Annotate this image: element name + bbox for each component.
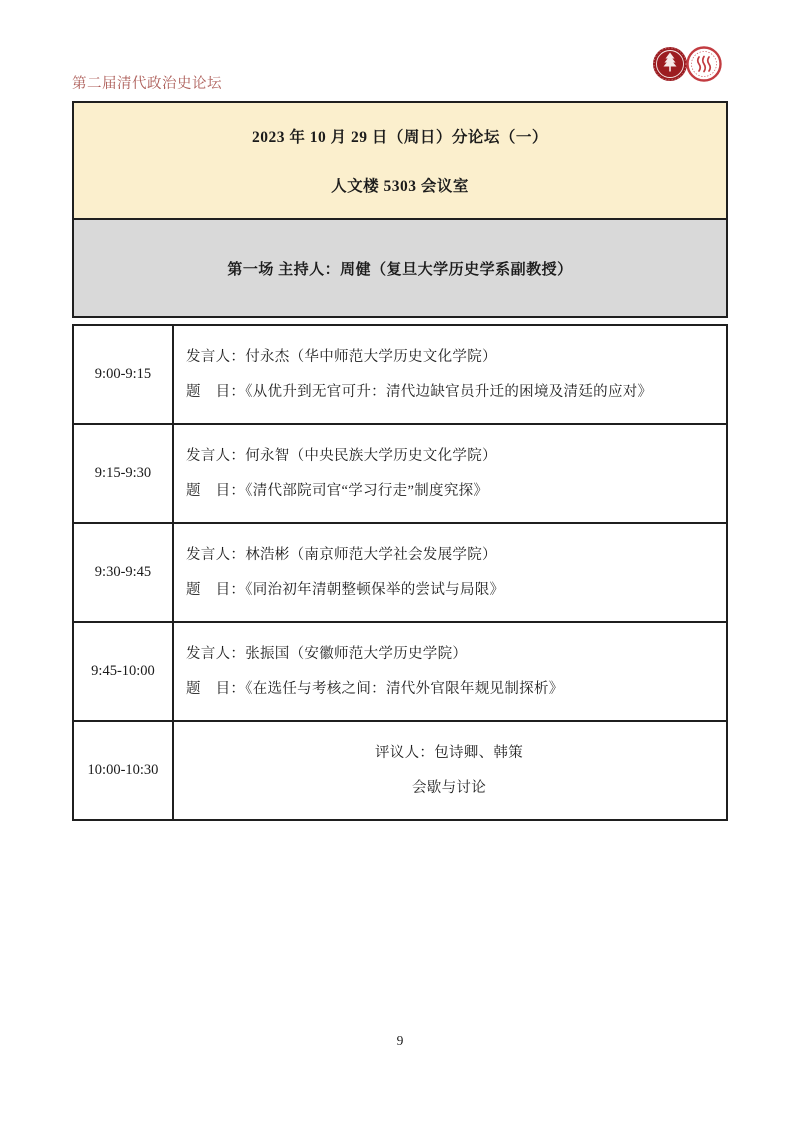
- talk-cell: [174, 425, 726, 522]
- schedule-row-closing: [74, 720, 726, 819]
- title-line: 题 目：《从优升到无官可升：清代边缺官员升迁的困境及清廷的应对》: [186, 384, 653, 400]
- time-cell: 9:15-9:30: [74, 425, 174, 522]
- talk-cell: [174, 326, 726, 423]
- logo-group: [652, 46, 722, 82]
- talk-cell: [174, 524, 726, 621]
- break-line: 会歇与讨论: [412, 780, 486, 796]
- doc-header-title: 第二届清代政治史论坛: [72, 76, 222, 92]
- schedule-row: [74, 621, 726, 720]
- speaker-line: 发言人：林浩彬（南京师范大学社会发展学院）: [186, 547, 497, 563]
- page-number: 9: [396, 1033, 404, 1048]
- schedule-table: [72, 324, 728, 821]
- time-cell: 9:45-10:00: [74, 623, 174, 720]
- discussion-cell: [174, 722, 726, 819]
- session-header: 第一场 主持人：周健（复旦大学历史学系副教授）: [74, 218, 726, 316]
- speaker-line: 发言人：付永杰（华中师范大学历史文化学院）: [186, 349, 497, 365]
- schedule-row: [74, 522, 726, 621]
- forum-venue-line: 人文楼 5303 会议室: [331, 178, 469, 195]
- forum-header-box: [72, 101, 728, 318]
- talk-cell: [174, 623, 726, 720]
- speaker-line: 发言人：何永智（中央民族大学历史文化学院）: [186, 448, 497, 464]
- speaker-line: 发言人：张振国（安徽师范大学历史学院）: [186, 646, 468, 662]
- forum-date-venue-panel: [74, 103, 726, 218]
- forum-date-line: 2023 年 10 月 29 日（周日）分论坛（一）: [252, 129, 548, 146]
- title-line: 题 目：《清代部院司官“学习行走”制度究探》: [186, 483, 489, 499]
- university-seal-tree-icon: [652, 46, 688, 82]
- time-cell: 9:00-9:15: [74, 326, 174, 423]
- title-line: 题 目：《在选任与考核之间：清代外官限年觌见制探析》: [186, 681, 564, 697]
- discussant-line: 评议人：包诗卿、韩策: [375, 745, 523, 761]
- title-line: 题 目：《同治初年清朝整顿保举的尝试与局限》: [186, 582, 505, 598]
- university-seal-waves-icon: [686, 46, 722, 82]
- time-cell: 9:30-9:45: [74, 524, 174, 621]
- schedule-row: [74, 423, 726, 522]
- time-cell: 10:00-10:30: [74, 722, 174, 819]
- schedule-row: [74, 326, 726, 423]
